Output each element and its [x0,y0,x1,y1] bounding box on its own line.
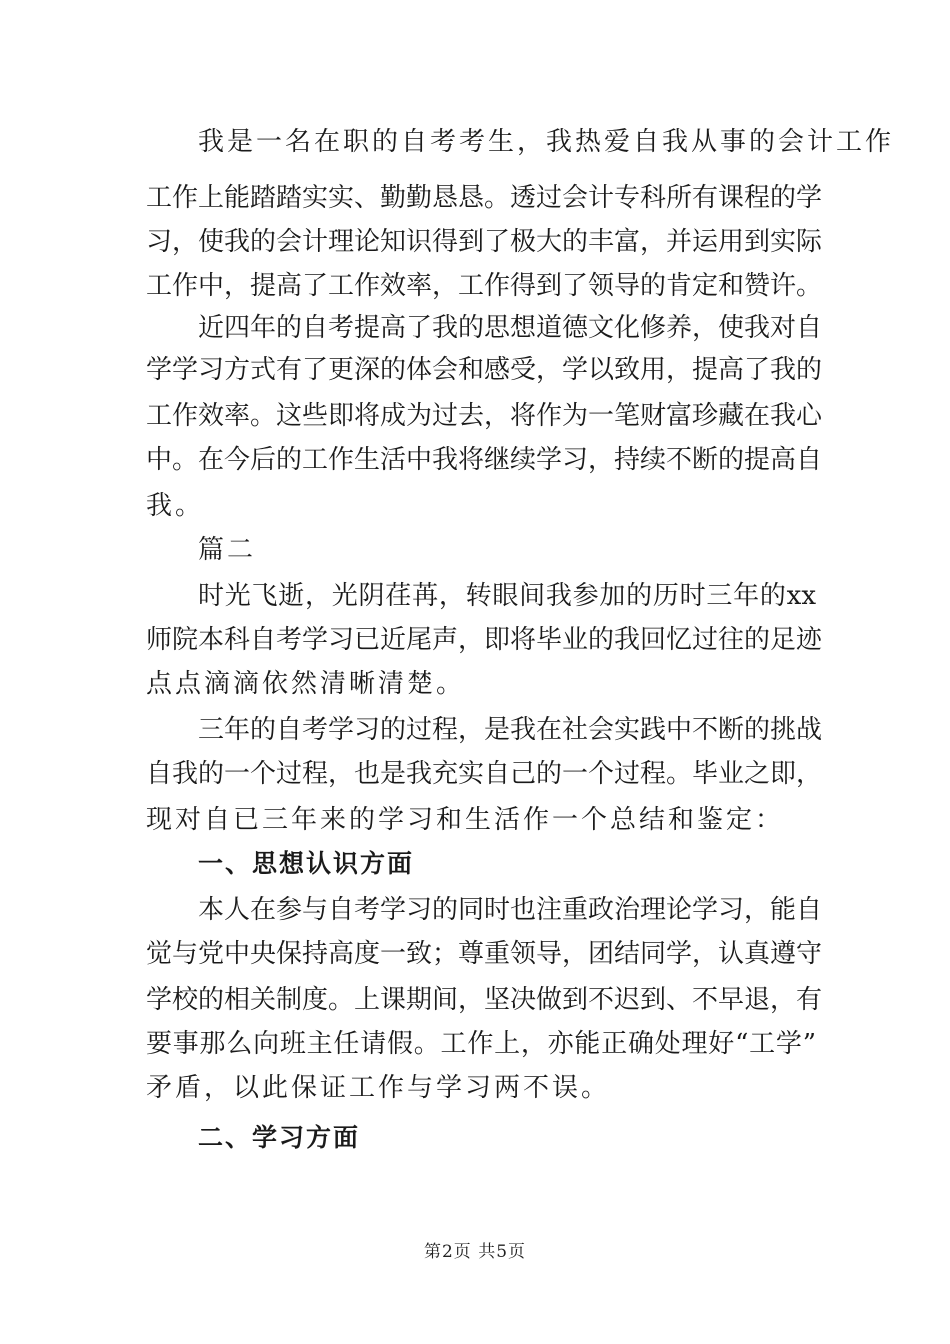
paragraph-2-line-2: 学学习方式有了更深的体会和感受，学以致用，提高了我的 [146,355,823,385]
paragraph-3-line-3: 点点滴滴依然清晰清楚。 [146,669,466,699]
paragraph-2-line-1: 近四年的自考提高了我的思想道德文化修养，使我对自 [198,313,823,343]
paragraph-1-line-4: 工作中，提高了工作效率，工作得到了领导的肯定和赞许。 [146,271,823,301]
paragraph-5-line-2: 觉与党中央保持高度一致；尊重领导，团结同学，认真遵守 [146,939,823,969]
paragraph-1-line-2: 工作上能踏踏实实、勤勤恳恳。透过会计专科所有课程的学 [146,183,823,213]
heading-study: 二、学习方面 [198,1123,361,1152]
paragraph-5-line-3: 学校的相关制度。上课期间，坚决做到不迟到、不早退，有 [146,985,823,1015]
paragraph-4-line-2: 自我的一个过程，也是我充实自己的一个过程。毕业之即， [146,759,823,789]
paragraph-1-line-1: 我是一名在职的自考考生，我热爱自我从事的会计工作 [198,127,895,157]
heading-ideology: 一、思想认识方面 [198,849,415,878]
paragraph-5-line-1: 本人在参与自考学习的同时也注重政治理论学习，能自 [198,895,823,925]
paragraph-5-line-4: 要事那么向班主任请假。工作上，亦能正确处理好“工学” [146,1029,816,1059]
paragraph-3-line-2: 师院本科自考学习已近尾声，即将毕业的我回忆过往的足迹 [146,625,823,655]
paragraph-4-line-1: 三年的自考学习的过程，是我在社会实践中不断的挑战 [198,715,823,745]
paragraph-2-line-3: 工作效率。这些即将成为过去，将作为一笔财富珍藏在我心 [146,401,823,431]
paragraph-1-line-3: 习，使我的会计理论知识得到了极大的丰富，并运用到实际 [146,227,823,257]
paragraph-2-line-5: 我。 [146,491,205,521]
paragraph-2-line-4: 中。在今后的工作生活中我将继续学习，持续不断的提高自 [146,445,823,475]
paragraph-4-line-3: 现对自已三年来的学习和生活作一个总结和鉴定： [146,805,785,835]
paragraph-5-line-5: 矛盾，以此保证工作与学习两不误。 [146,1073,611,1103]
section-label: 篇二 [198,535,257,565]
page-number-footer: 第2页 共5页 [423,1242,527,1262]
paragraph-3-line-1: 时光飞逝，光阴荏苒，转眼间我参加的历时三年的xx [198,581,816,611]
